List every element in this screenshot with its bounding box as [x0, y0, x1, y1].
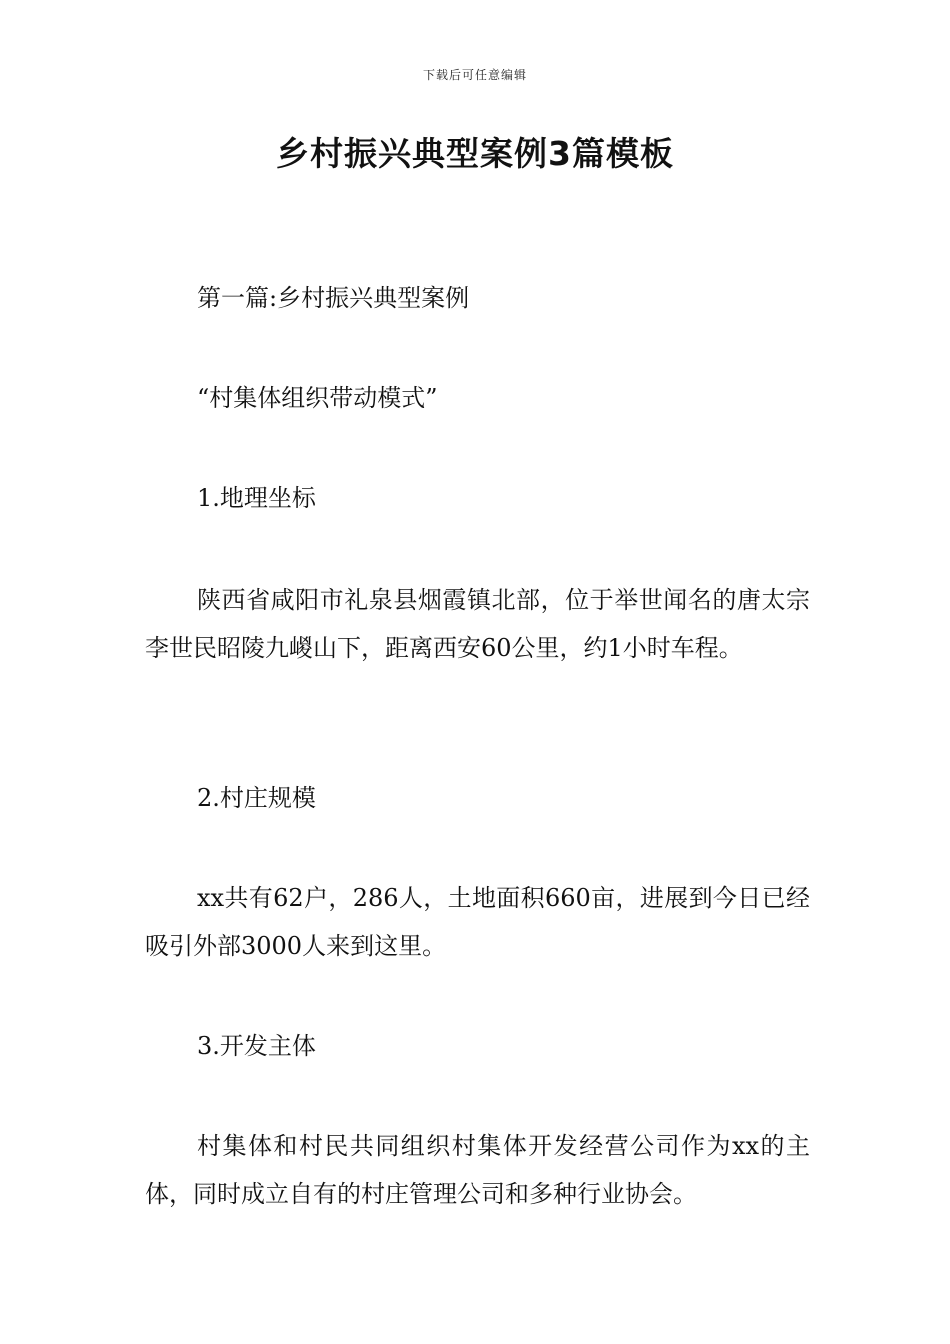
item-heading-scale: 2.村庄规模 [197, 784, 316, 812]
item-heading-developer: 3.开发主体 [197, 1032, 316, 1060]
paragraph-scale: xx共有62户，286人，土地面积660亩，进展到今日已经吸引外部3000人来到这里。 [145, 884, 810, 960]
section-heading: 第一篇:乡村振兴典型案例 [197, 284, 470, 312]
paragraph-developer: 村集体和村民共同组织村集体开发经营公司作为xx的主体，同时成立自有的村庄管理公司和多种行业协会。 [145, 1132, 810, 1208]
header-note: 下载后可任意编辑 [422, 68, 527, 82]
paragraph-geography: 陕西省咸阳市礼泉县烟霞镇北部，位于举世闻名的唐太宗李世民昭陵九嵕山下，距离西安60公里，约1小时车程。 [145, 586, 810, 662]
subtitle-quote: “村集体组织带动模式” [197, 384, 438, 412]
document-title: 乡村振兴典型案例3篇模板 [276, 134, 674, 173]
item-heading-geography: 1.地理坐标 [197, 484, 316, 512]
